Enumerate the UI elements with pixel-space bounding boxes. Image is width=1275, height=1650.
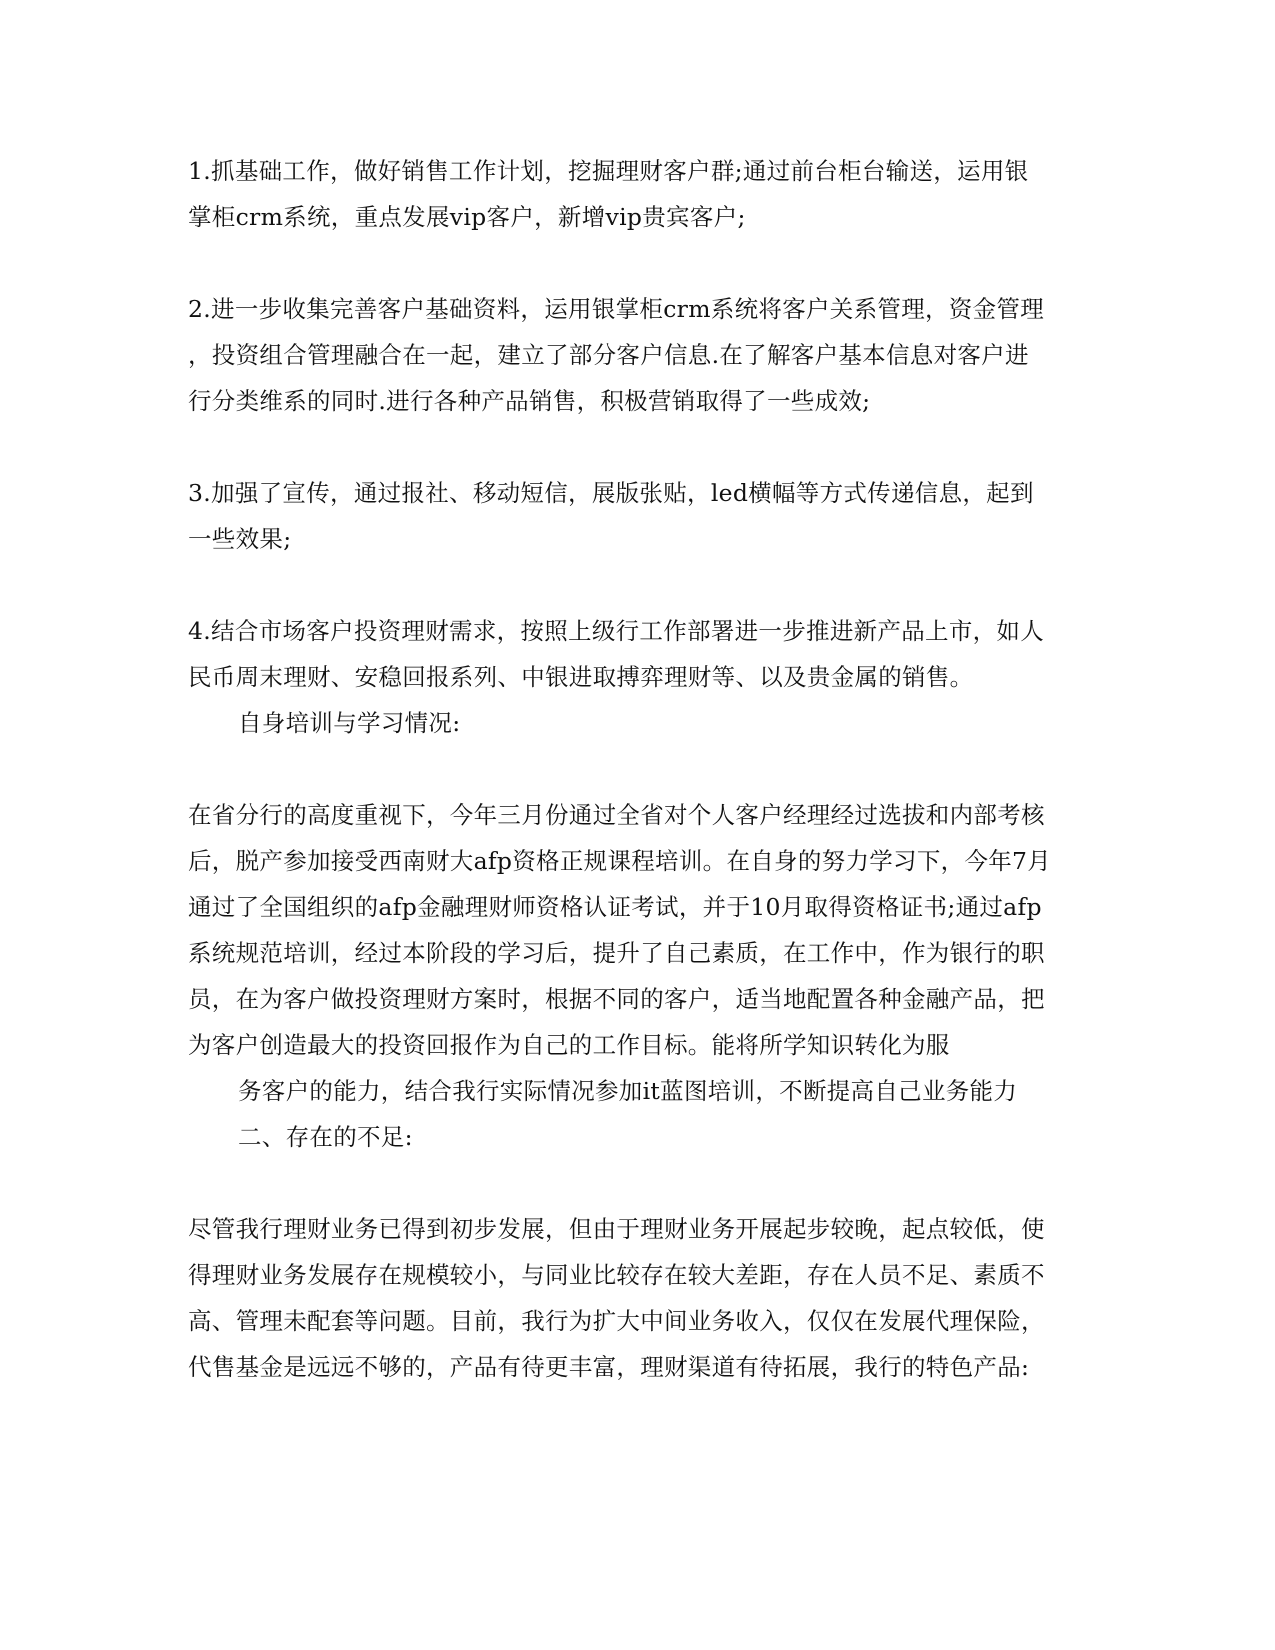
paragraph-2-line-3: 行分类维系的同时.进行各种产品销售，积极营销取得了一些成效;: [188, 387, 871, 415]
paragraph-5-line-6: 为客户创造最大的投资回报作为自己的工作目标。能将所学知识转化为服: [188, 1031, 950, 1059]
paragraph-1-line-1: 1.抓基础工作，做好销售工作计划，挖掘理财客户群;通过前台柜台输送，运用银: [188, 157, 1029, 185]
paragraph-4-line-2: 民币周末理财、安稳回报系列、中银进取搏弈理财等、以及贵金属的销售。: [188, 663, 974, 691]
paragraph-7-line-3: 高、管理未配套等问题。目前，我行为扩大中间业务收入，仅仅在发展代理保险，: [188, 1307, 1045, 1335]
paragraph-5-line-1: 在省分行的高度重视下，今年三月份通过全省对个人客户经理经过选拔和内部考核: [188, 801, 1045, 829]
paragraph-5-line-5: 员，在为客户做投资理财方案时，根据不同的客户，适当地配置各种金融产品，把: [188, 985, 1045, 1013]
section-heading-training: 自身培训与学习情况:: [238, 709, 461, 737]
paragraph-2-line-2: ，投资组合管理融合在一起，建立了部分客户信息.在了解客户基本信息对客户进: [188, 341, 1029, 369]
paragraph-2-line-1: 2.进一步收集完善客户基础资料，运用银掌柜crm系统将客户关系管理，资金管理: [188, 295, 1044, 323]
paragraph-4-line-1: 4.结合市场客户投资理财需求，按照上级行工作部署进一步推进新产品上市，如人: [188, 617, 1045, 645]
paragraph-7-line-4: 代售基金是远远不够的，产品有待更丰富，理财渠道有待拓展，我行的特色产品:: [188, 1353, 1030, 1381]
paragraph-3-line-1: 3.加强了宣传，通过报社、移动短信，展版张贴，led横幅等方式传递信息，起到: [188, 479, 1034, 507]
paragraph-5-line-3: 通过了全国组织的afp金融理财师资格认证考试，并于10月取得资格证书;通过afp: [188, 893, 1042, 921]
paragraph-7-line-2: 得理财业务发展存在规模较小，与同业比较存在较大差距，存在人员不足、素质不: [188, 1261, 1045, 1289]
paragraph-5-line-4: 系统规范培训，经过本阶段的学习后，提升了自己素质，在工作中，作为银行的职: [188, 939, 1045, 967]
paragraph-5-line-2: 后，脱产参加接受西南财大afp资格正规课程培训。在自身的努力学习下，今年7月: [188, 847, 1052, 875]
paragraph-1-line-2: 掌柜crm系统，重点发展vip客户，新增vip贵宾客户;: [188, 203, 746, 231]
paragraph-3-line-2: 一些效果;: [188, 525, 292, 553]
section-heading-shortcomings: 二、存在的不足:: [238, 1123, 413, 1151]
paragraph-6-line-1: 务客户的能力，结合我行实际情况参加it蓝图培训，不断提高自己业务能力: [238, 1077, 1018, 1105]
paragraph-7-line-1: 尽管我行理财业务已得到初步发展，但由于理财业务开展起步较晚，起点较低，使: [188, 1215, 1045, 1243]
